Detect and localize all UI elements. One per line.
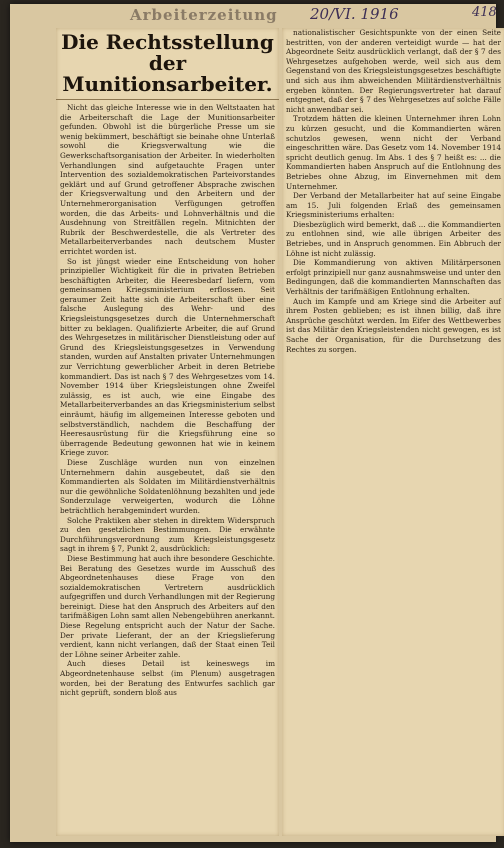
paragraph: Nicht das gleiche Interesse wie in den Weltstaaten hat die Arbeiterschaft die Lage der Munitionsarbeiter gefunden. Obwohl ist die bürgerliche Presse um sie wenig bekümmert, beschäftigt sie beinahe ohne Unterlaß sowohl die Kriegsverwaltung wie die Gewerkschaftsorganisation der Arbeiter. In wiederholten Verhandlungen sind aufgetauchte Fragen unter Intervention des sozialdemokratischen Parteivorstandes geklärt und auf Grund getroffener Absprache zwischen der Kriegsverwaltung und den Arbeitern und der Unternehmerorganisation Verfügungen getroffen worden, die das Arbeits- und Lohnverhältnis und die Ausdehnung von Streitfällen regeln. Mitnichten der Rubrik der Beschwerdestelle, die als Vertreter des Metallarbeiterverbandes nach deutschem Muster errichtet worden ist. bbox=[60, 103, 275, 256]
paragraph: Die Kommandierung von aktiven Militärpersonen erfolgt prinzipiell nur ganz ausnahmsweise und unter den Bedingungen, daß die kommandierten Mannschaften das Verhältnis der tarifmäßigen Entlohnung erhalten. bbox=[286, 258, 501, 297]
paragraph: So ist jüngst wieder eine Entscheidung von hoher prinzipieller Wichtigkeit für die in privaten Betrieben beschäftigten Arbeiter, die Heeresbedarf liefern, vom gemeinsamen Kriegsministerium erflossen. Seit geraumer Zeit hatte sich die Arbeiterschaft über eine falsche Auslegung des Wehr- und des Kriegsleistungsgesetzes durch die Unternehmerschaft bitter zu beklagen. Qualifizierte Arbeiter, die auf Grund des Wehrgesetzes in militärischer Dienstleistung oder auf Grund des Kriegsleistungsgesetzes in Verwendung standen, wurden auf Anstalten privater Unternehmungen zur Verrichtung gewerblicher Arbeit in deren Betriebe kommandiert. Das ist nach § 7 des Wehrgesetzes vom 14. November 1914 über Kriegsleistungen ohne Zweifel zulässig, es ist auch, wie eine Eingabe des Metallarbeiterverbandes an das Kriegsministerium selbst einräumt, häufig im allgemeinen Interesse geboten und selbstverständlich, nachdem die Beschaffung der Heeresausrüstung für die Kriegsführung eine so überragende Bedeutung gewonnen hat wie in keinem Kriege zuvor. bbox=[60, 256, 275, 458]
article-body-left bbox=[56, 103, 279, 698]
clipping-sheet bbox=[10, 4, 501, 842]
headline-line-2: Munitionsarbeiter. bbox=[62, 72, 273, 96]
page-number: 418 bbox=[472, 5, 497, 20]
paragraph: Solche Praktiken aber stehen in direktem Widerspruch zu den gesetzlichen Bestimmungen. Die erwähnte Durchführungsverordnung zum Kriegsleistungsgesetz sagt in ihrem § 7, Punkt 2, ausdrücklich: bbox=[60, 515, 275, 554]
paragraph: Diesbezüglich wird bemerkt, daß ... die Kommandierten zu entlohnen sind, wie alle übrigen Arbeiter des Betriebes, und in Anspruch genommen. Ein Abbruch der Löhne ist nicht zulässig. bbox=[286, 219, 501, 258]
article-column-right bbox=[282, 28, 504, 836]
handwritten-date: 20/VI. 1916 bbox=[310, 5, 399, 23]
article-headline bbox=[58, 32, 277, 95]
article-column-left bbox=[56, 28, 279, 836]
paragraph: nationalistischer Gesichtspunkte von der einen Seite bestritten, von der anderen verteidigt wurde — hat der Abgeordnete Seitz ausdrücklich verlangt, daß der § 7 des Wehrgesetzes aufgehoben werde, weil sich aus dem Gegenstand von des Kriegsleistungsgesetzes beschäftigte und sich aus ihm abweichenden Militärdienstverhältnis ergeben könnten. Der Regierungsvertreter hat darauf entgegnet, daß der § 7 des Wehrgesetzes auf solche Fälle nicht anwendbar sei. bbox=[286, 28, 501, 114]
headline-line-1: Die Rechtsstellung der bbox=[61, 30, 274, 75]
divider bbox=[56, 99, 279, 100]
paragraph: Trotzdem hätten die kleinen Unternehmer ihren Lohn zu kürzen gesucht, und die Kommandierten wären schutzlos gewesen, wenn nicht der Verband eingeschritten wäre. Das Gesetz vom 14. November 1914 spricht deutlich genug. Im Abs. 1 des § 7 heißt es: ... die Kommandierten haben Anspruch auf die Entlohnung des Betriebes ohne Abzug, im Einvernehmen mit dem Unternehmer. bbox=[286, 114, 501, 191]
newspaper-name: Arbeiterzeitung bbox=[130, 6, 278, 24]
paragraph: Auch dieses Detail ist keineswegs im Abgeordnetenhause selbst (im Plenum) ausgetragen worden, bei der Beratung des Entwurfes sachlich gar nicht geprüft, sondern bloß aus bbox=[60, 659, 275, 698]
paragraph: Der Verband der Metallarbeiter hat auf seine Eingabe am 15. Juli folgenden Erlaß des gemeinsamen Kriegsministeriums erhalten: bbox=[286, 191, 501, 220]
paragraph: Diese Bestimmung hat auch ihre besondere Geschichte. Bei Beratung des Gesetzes wurde im Ausschuß des Abgeordnetenhauses diese Frage von den sozialdemokratischen Vertretern ausdrücklich aufgegriffen und durch Verhandlungen mit der Regierung bereinigt. Diese hat den Anspruch des Arbeiters auf den tarifmäßigen Lohn samt allen Nebengebühren anerkannt. Diese Regelung entspricht auch der Natur der Sache. Der private Lieferant, der an der Kriegslieferung verdient, kann nicht verlangen, daß der Staat einen Teil der Löhne seiner Arbeiter zahle. bbox=[60, 553, 275, 659]
paragraph: Auch im Kampfe und am Kriege sind die Arbeiter auf ihrem Posten geblieben; es ist ihnen billig, daß ihre Ansprüche geschützt werden. Im Eifer des Wettbewerbes ist das Militär den Kriegsleistenden nicht gewogen, es ist Sache der Organisation, für die Durchsetzung des Rechtes zu sorgen. bbox=[286, 296, 501, 354]
article-body-right bbox=[282, 28, 504, 354]
masthead bbox=[10, 4, 496, 30]
paragraph: Diese Zuschläge wurden nun von einzelnen Unternehmern dahin ausgebeutet, daß sie den Kommandierten als Soldaten im Militärdienstverhältnis nur die gewöhnliche Soldatenlöhnung bezahlten und jede Sonderzulage verweigerten, wodurch die Löhne beträchtlich herabgemindert wurden. bbox=[60, 457, 275, 515]
